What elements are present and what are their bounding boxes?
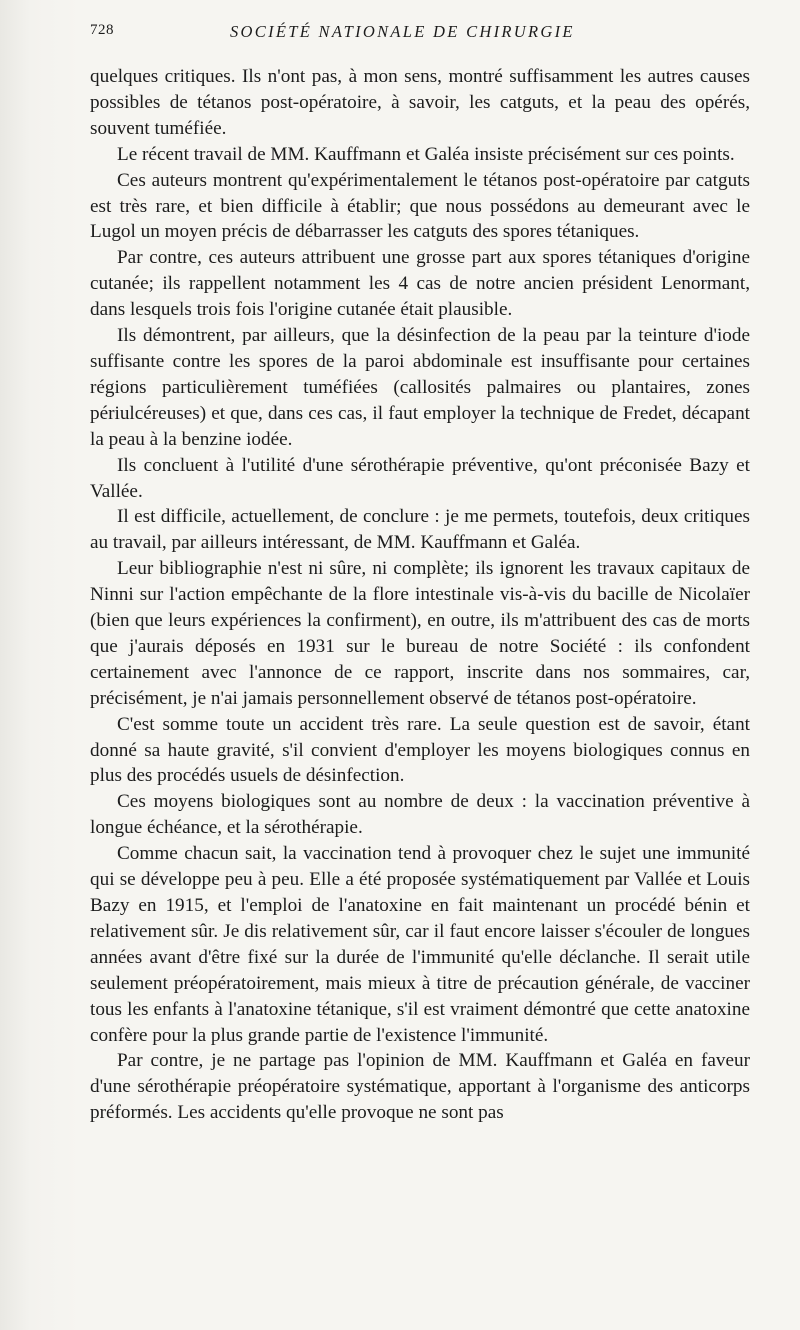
paragraph: Par contre, je ne partage pas l'opinion de MM. Kauffmann et Galéa en faveur d'une sérothérapie préopératoire systématique, apportant à l'organisme des anticorps préformés. Les accidents qu'elle provoque ne sont pas: [90, 1050, 750, 1124]
page-number: 728: [90, 22, 114, 38]
running-title: SOCIÉTÉ NATIONALE DE CHIRURGIE: [230, 22, 575, 41]
paragraph: Ces auteurs montrent qu'expérimentalement le tétanos post-opératoire par catguts est très rare, et bien difficile à établir; que nous possédons au demeurant avec le Lugol un moyen précis de débarrasser les catguts des spores tétaniques.: [90, 169, 750, 243]
paragraph: Ils concluent à l'utilité d'une sérothérapie préventive, qu'ont préconisée Bazy et Vallée.: [90, 454, 750, 502]
paragraph: Ces moyens biologiques sont au nombre de deux : la vaccination préventive à longue échéance, et la sérothérapie.: [90, 791, 750, 839]
paragraph: Comme chacun sait, la vaccination tend à provoquer chez le sujet une immunité qui se développe peu à peu. Elle a été proposée systématiquement par Vallée et Louis Bazy en 1915, et l'emploi de l'anatoxine en fait maintenant un procédé bénin et relativement sûr. Je dis relativement sûr, car il faut encore laisser s'écouler de longues années avant d'être fixé sur la durée de l'immunité qu'elle déclanche. Il serait utile seulement préopératoirement, mais mieux à titre de précaution générale, de vacciner tous les enfants à l'anatoxine tétanique, s'il est vraiment démontré que cette anatoxine confère pour la plus grande partie de l'existence l'immunité.: [90, 843, 750, 1046]
paragraph: Leur bibliographie n'est ni sûre, ni complète; ils ignorent les travaux capitaux de Ninni sur l'action empêchante de la flore intestinale vis-à-vis du bacille de Nicolaïer (bien que leurs expériences la confirment), en outre, ils m'attribuent des cas de morts que j'aurais déposés en 1931 sur le bureau de notre Société : ils confondent certainement avec l'annonce de ce rapport, inscrite dans nos sommaires, car, précisément, je n'ai jamais personnellement observé de tétanos post-opératoire.: [90, 558, 750, 709]
paragraph: Le récent travail de MM. Kauffmann et Galéa insiste précisément sur ces points.: [117, 143, 735, 165]
paragraph: Ils démontrent, par ailleurs, que la désinfection de la peau par la teinture d'iode suffisante contre les spores de la paroi abdominale est insuffisante pour certaines régions particulièrement tuméfiées (callosités palmaires ou plantaires, zones périulcéreuses) et que, dans ces cas, il faut employer la technique de Fredet, décapant la peau à la benzine iodée.: [90, 325, 750, 450]
body-text: [90, 64, 750, 1126]
page-header: [90, 22, 750, 46]
paragraph: Par contre, ces auteurs attribuent une grosse part aux spores tétaniques d'origine cutanée; ils rappellent notamment les 4 cas de notre ancien président Lenormant, dans lesquels trois fois l'origine cutanée était plausible.: [90, 247, 750, 321]
paragraph: Il est difficile, actuellement, de conclure : je me permets, toutefois, deux critiques au travail, par ailleurs intéressant, de MM. Kauffmann et Galéa.: [90, 506, 750, 554]
paragraph-continuation: quelques critiques. Ils n'ont pas, à mon sens, montré suffisamment les autres causes possibles de tétanos post-opératoire, à savoir, les catguts, et la peau des opérés, souvent tuméfiée.: [90, 66, 750, 139]
paragraph: C'est somme toute un accident très rare. La seule question est de savoir, étant donné sa haute gravité, s'il convient d'employer les moyens biologiques connus en plus des procédés usuels de désinfection.: [90, 713, 750, 787]
